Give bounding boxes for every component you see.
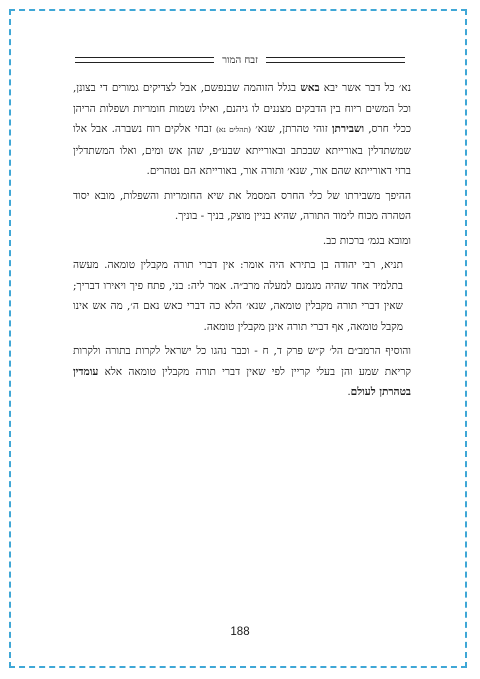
- quoted-baraita: תניא, רבי יהודה בן בתירא היה אומר: אין דברי תורה מקבלין טומאה. מעשה בתלמיד אחד שהיה מגמגם למעלה מרב״ה. אמר ליה: בני, פתח פיך ויאירו דבריך; שאין דברי תורה מקבלין טומאה, שנא׳ הלא כה דברי כאש נאם ה׳, מה אש אינו מקבל טומאה, אף דברי תורה אינן מקבלין טומאה.: [73, 259, 403, 333]
- bold-phrase-standing: עומדין: [73, 365, 99, 378]
- paragraph-fire-purification: נא׳ כל דבר אשר יבא באש בגלל הזוהמה שבנפשם, אבל לצדיקים גמורים די בצונן, וכל המשים ריוח בין הדבקים מצננים לו גיהנם, ואילו נשמות חומריות ושפלות הריהן ככלי חרס, ושבירתן זוהי טהרתן, שנא׳ (תהלים נא) זבחי אלקים רוח נשברה. אבל אלו שמשתדלין באורייתא שבכתב ובאורייתא שבע״פ, שהן אש ומים, ואלו המשתדלין ברזי דאורייתא שהם אור, שנא׳ ותורה אור, באורייתא הם נטהרים.: [73, 82, 412, 177]
- header-rule-right: [266, 57, 405, 63]
- paragraph-gemara-source: ומובא בגמ׳ ברכות כב.: [322, 234, 411, 247]
- bold-word-fire: באש: [300, 82, 320, 94]
- running-header: [75, 53, 405, 67]
- page-body: [73, 78, 411, 407]
- bold-word-breaking: ושבירתן: [331, 123, 364, 135]
- header-title: זבח המור: [222, 54, 258, 66]
- paragraph-torah-purity: ההיפך משבירתו של כלי החרס המסמל את שיא החומריות והשפלות, מובא יסוד הטהרה מכוח לימוד התורה, שהיא בניין מוצק, בניך - בוניך.: [73, 189, 411, 222]
- paragraph-rambam: והוסיף הרמב״ם הל׳ ק״ש פרק ד, ח - וכבר נהגו כל ישראל לקרות בתורה ולקרות קריאת שמע והן בעלי קריין לפי שאין דברי תורה מקבלין טומאה אלא עומדין בטהרתן לעולם.: [73, 345, 411, 398]
- bold-phrase-forever-pure: בטהרתן לעולם: [350, 386, 411, 398]
- page-number: 188: [230, 626, 250, 638]
- header-rule-left: [75, 57, 214, 63]
- source-reference: (תהלים נא): [215, 125, 252, 134]
